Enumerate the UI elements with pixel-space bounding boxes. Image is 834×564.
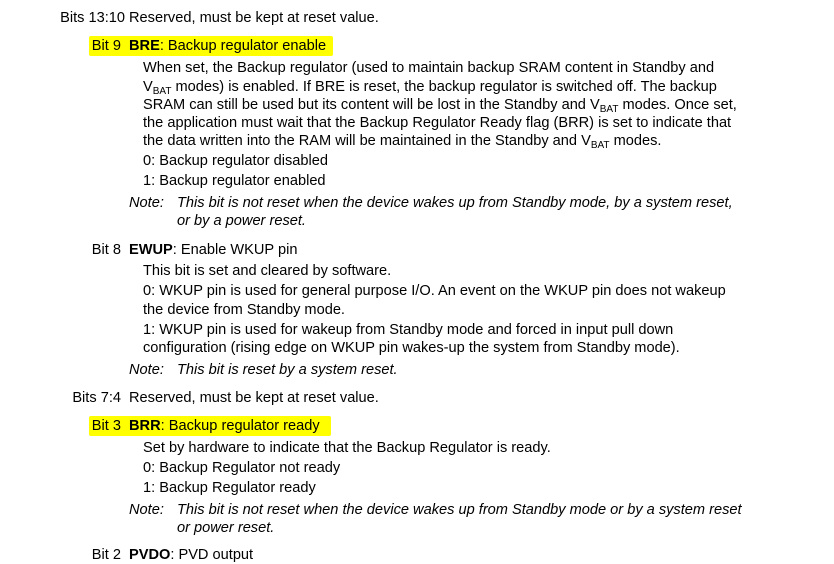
bit-label: Bit 8 <box>91 242 121 258</box>
option-line: 1: Backup regulator enabled <box>143 173 326 189</box>
option-line: the device from Standby mode. <box>143 302 345 318</box>
option-line: 1: Backup Regulator ready <box>143 480 316 496</box>
option-line: configuration (rising edge on WKUP pin wakes-up the system from Standby mode). <box>143 340 680 356</box>
desc-line: Set by hardware to indicate that the Backup Regulator is ready. <box>143 440 551 456</box>
desc-text: the data written into the RAM will be maintained in the Standby and V <box>143 133 591 149</box>
desc-text: modes. Once set, <box>618 97 737 113</box>
field-heading-brr <box>129 417 320 435</box>
field-title: : Enable WKUP pin <box>172 242 298 258</box>
field-title: Reserved, must be kept at reset value. <box>129 10 379 26</box>
field-name: BRR <box>129 418 161 434</box>
desc-line <box>143 96 737 114</box>
note-text: This bit is not reset when the device wakes up from Standby mode or by a system reset <box>177 502 742 518</box>
desc-line <box>143 132 661 150</box>
note-text: This bit is reset by a system reset. <box>177 362 398 378</box>
field-title: : PVD output <box>170 547 254 563</box>
bit-label: Bit 3 <box>91 418 121 434</box>
option-line: 1: WKUP pin is used for wakeup from Standby mode and forced in input pull down <box>143 322 674 338</box>
desc-line: When set, the Backup regulator (used to maintain backup SRAM content in Standby and <box>143 60 715 76</box>
field-title: Reserved, must be kept at reset value. <box>129 390 379 406</box>
field-name: BRE <box>129 38 160 54</box>
note-label: Note: <box>129 362 164 378</box>
desc-text: SRAM can still be used but its content will be lost in the Standby and V <box>143 97 600 113</box>
field-heading-bre <box>129 37 326 55</box>
field-title: : Backup regulator ready <box>160 418 320 434</box>
vbat-v: V <box>143 79 153 95</box>
option-line: 0: WKUP pin is used for general purpose I/O. An event on the WKUP pin does not wakeup <box>143 283 726 299</box>
desc-line <box>143 78 717 96</box>
field-heading-ewup <box>129 241 297 259</box>
bit-label: Bit 9 <box>91 38 121 54</box>
option-line: 0: Backup regulator disabled <box>143 153 328 169</box>
note-text: or power reset. <box>177 520 275 536</box>
bit-label: Bits 13:10 <box>60 10 125 26</box>
bit-label: Bit 2 <box>91 547 121 563</box>
field-name: PVDO <box>129 547 171 563</box>
field-heading-pvdo <box>129 546 253 564</box>
field-title: : Backup regulator enable <box>159 38 327 54</box>
note-text: This bit is not reset when the device wakes up from Standby mode, by a system reset, <box>177 195 733 211</box>
desc-text: modes) is enabled. If BRE is reset, the backup regulator is switched off. The backup <box>171 79 717 95</box>
note-label: Note: <box>129 195 164 211</box>
vbat-sub: BAT <box>152 86 172 97</box>
vbat-sub: BAT <box>590 140 610 151</box>
desc-line: This bit is set and cleared by software. <box>143 263 392 279</box>
note-label: Note: <box>129 502 164 518</box>
bit-label: Bits 7:4 <box>72 390 121 406</box>
vbat-sub: BAT <box>599 104 619 115</box>
desc-text: modes. <box>609 133 662 149</box>
option-line: 0: Backup Regulator not ready <box>143 460 341 476</box>
note-text: or by a power reset. <box>177 213 306 229</box>
desc-line: the application must wait that the Backup Regulator Ready flag (BRR) is set to indicate that <box>143 115 732 131</box>
field-name: EWUP <box>129 242 173 258</box>
